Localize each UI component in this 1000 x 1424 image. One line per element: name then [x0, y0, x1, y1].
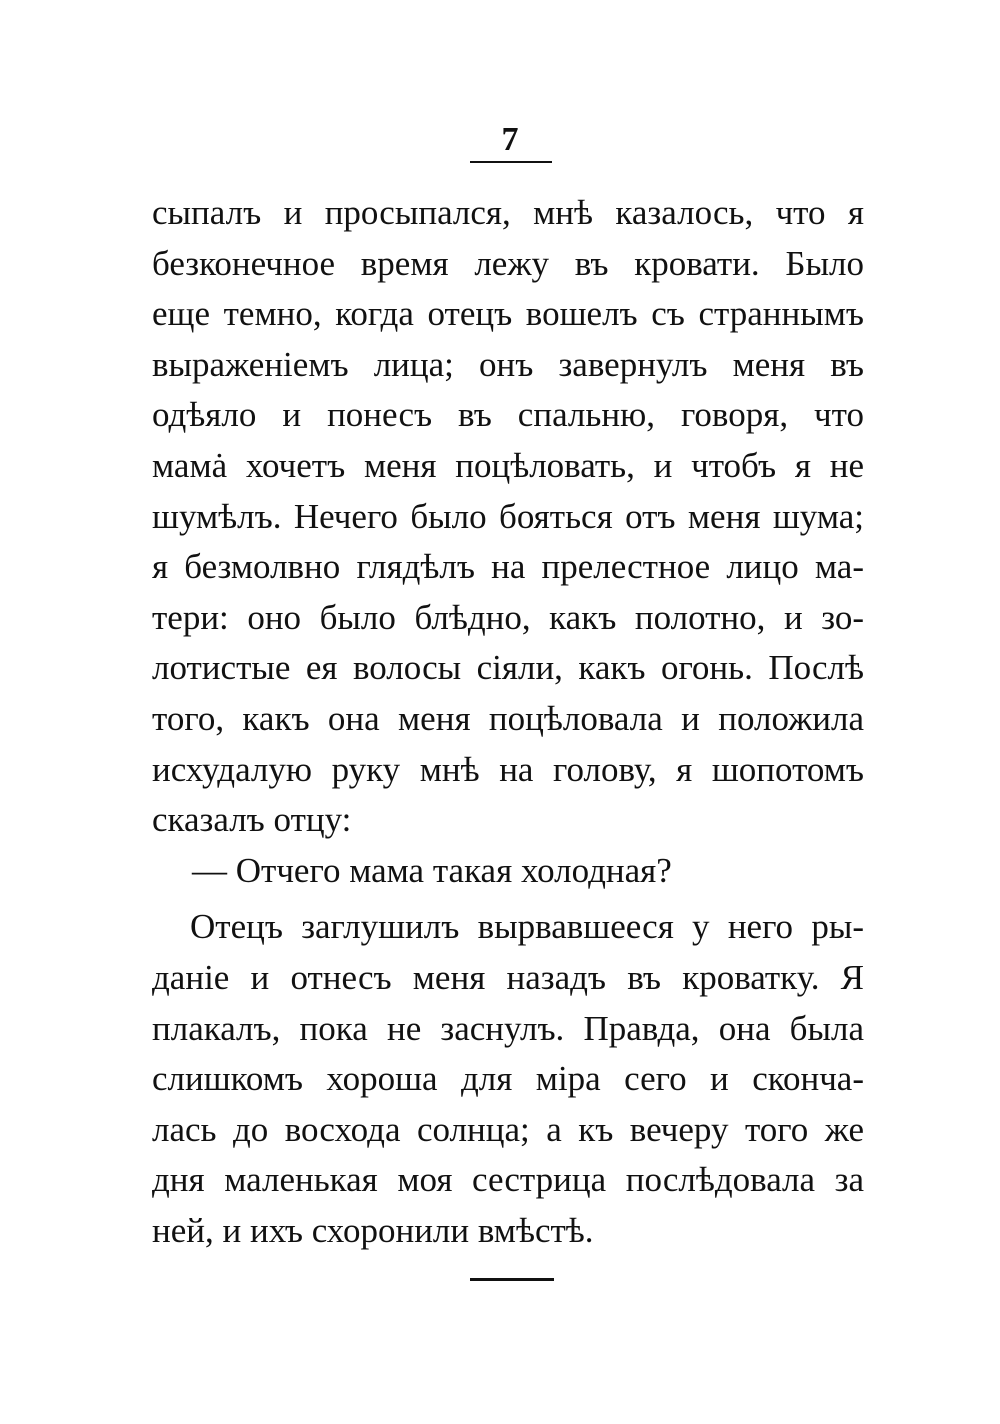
text-line: сказалъ отцу: [152, 800, 352, 840]
text-line: слишкомъ хороша для міра сего и скончa- [152, 1059, 864, 1099]
text-line: лась до восхода солнца; а къ вечеру того же [152, 1109, 864, 1149]
text-line: тери: оно было блѣдно, какъ полотно, и зо- [152, 597, 864, 637]
text-line: сыпалъ и просыпался, мнѣ казалось, что я [152, 193, 864, 232]
text-line: того, какъ она меня поцѣловала и положила [152, 698, 864, 738]
text-line: одѣяло и понесъ въ спальню, говоря, что [152, 395, 864, 435]
text-line: выраженіемъ лица; онъ завернулъ меня въ [152, 344, 864, 384]
page-number: 7 [501, 121, 519, 158]
text-line: я безмолвно глядѣлъ на прелестное лицо ма- [152, 547, 864, 587]
text-line: еще темно, когда отецъ вошелъ съ страннымъ [152, 294, 864, 334]
text-line: дня маленькая моя сестрица послѣдовала за [152, 1160, 864, 1200]
page-number-underline [470, 161, 552, 163]
text-line: безконечное время лежу въ кровати. Было [152, 243, 864, 283]
text-line: шумѣлъ. Нечего было бояться отъ меня шума; [152, 496, 864, 536]
text-line: лотистые ея волосы сіяли, какъ огонь. Послѣ [152, 648, 864, 688]
text-line: исхудалую руку мнѣ на голову, я шопотомъ [152, 749, 864, 789]
dialog-line: — Отчего мама такая холодная? [192, 850, 672, 890]
body-text [152, 188, 864, 1256]
text-line: даніе и отнесъ меня назадъ въ кроватку. Я [152, 957, 864, 997]
text-line: мамȧ хочетъ меня поцѣловать, и чтобъ я не [152, 445, 864, 485]
end-rule [470, 1278, 554, 1281]
text-line: ней, и ихъ схоронили вмѣстѣ. [152, 1210, 594, 1250]
text-line: Отецъ заглушилъ вырвавшееся у него ры- [190, 907, 864, 947]
text-line: плакалъ, пока не заснулъ. Правда, она была [152, 1008, 864, 1048]
